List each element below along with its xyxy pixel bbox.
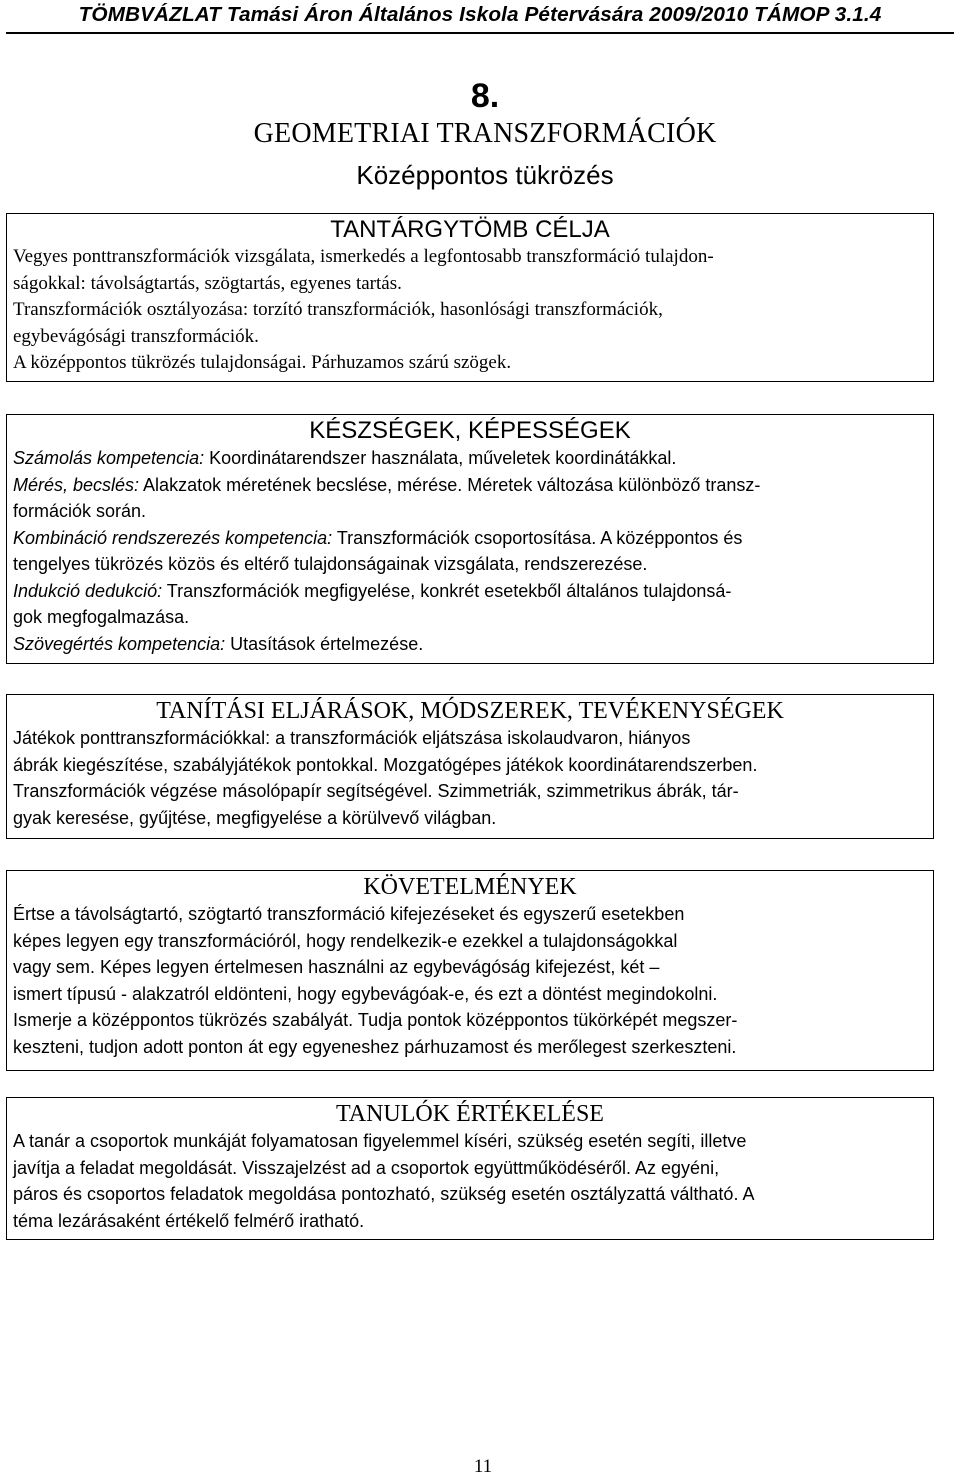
- section-skills-title: KÉSZSÉGEK, KÉPESSÉGEK: [309, 417, 631, 444]
- requirements-line: ismert típusú - alakzatról eldönteni, hogy egybevágóak-e, és ezt a döntést megindokolni.: [13, 983, 718, 1004]
- goal-line: Transzformációk osztályozása: torzító transzformációk, hasonlósági transzformációk,: [13, 299, 663, 320]
- page-number: 11: [473, 1456, 493, 1477]
- requirements-line: Értse a távolságtartó, szögtartó transzformáció kifejezéseket és egyszerű esetekben: [13, 904, 685, 924]
- competency-text: formációk során.: [13, 501, 147, 521]
- section-requirements-title: KÖVETELMÉNYEK: [363, 874, 577, 900]
- chapter-number: 8.: [470, 77, 500, 115]
- section-goal-title: TANTÁRGYTÖMB CÉLJA: [330, 216, 610, 243]
- methods-line: ábrák kiegészítése, szabályjátékok pontokkal. Mozgatógépes játékok koordinátarendszerben.: [13, 754, 758, 775]
- chapter-title: GEOMETRIAI TRANSZFORMÁCIÓK: [253, 118, 717, 149]
- header-rule: [6, 32, 954, 34]
- assessment-line: páros és csoportos feladatok megoldása pontozható, szükség esetén osztályzattá váltható. A: [13, 1184, 755, 1204]
- skills-line: [13, 631, 927, 658]
- skills-line: [13, 551, 927, 578]
- competency-label: Mérés, becslés:: [13, 474, 140, 495]
- goal-line: Vegyes ponttranszformációk vizsgálata, ismerkedés a legfontosabb transzformáció tulajdon-: [13, 246, 714, 267]
- goal-line: egybevágósági transzformációk.: [13, 325, 259, 347]
- competency-label: Kombináció rendszerezés kompetencia:: [13, 527, 333, 548]
- requirements-line: keszteni, tudjon adott ponton át egy egyeneshez párhuzamost és merőlegest szerkeszteni.: [13, 1036, 737, 1057]
- assessment-line: A tanár a csoportok munkáját folyamatosan figyelemmel kíséri, szükség esetén segíti, illetve: [13, 1131, 747, 1151]
- section-methods: [6, 694, 934, 839]
- assessment-line: javítja a feladat megoldását. Visszajelzést ad a csoportok együttműködéséről. Az egyéni,: [13, 1157, 720, 1178]
- competency-label: Számolás kompetencia:: [13, 448, 205, 468]
- competency-text: Koordinátarendszer használata, műveletek koordinátákkal.: [204, 448, 677, 468]
- competency-text: Utasítások értelmezése.: [225, 633, 424, 654]
- requirements-line: képes legyen egy transzformációról, hogy rendelkezik-e ezekkel a tulajdonságokkal: [13, 930, 678, 951]
- competency-text: Alakzatok méretének becslése, mérése. Méretek változása különböző transz-: [139, 474, 761, 495]
- competency-label: Indukció dedukció:: [13, 580, 163, 601]
- methods-line: Transzformációk végzése másolópapír segítségével. Szimmetriák, szimmetrikus ábrák, tár-: [13, 781, 739, 801]
- skills-line: [13, 578, 927, 605]
- section-assessment: [6, 1097, 934, 1240]
- requirements-line: vagy sem. Képes legyen értelmesen használni az egybevágóság kifejezést, két –: [13, 957, 660, 977]
- competency-text: Transzformációk csoportosítása. A középpontos és: [332, 527, 743, 548]
- section-assessment-title: TANULÓK ÉRTÉKELÉSE: [336, 1101, 604, 1127]
- requirements-line: Ismerje a középpontos tükrözés szabályát. Tudja pontok középpontos tükörképét megszer-: [13, 1010, 738, 1030]
- section-requirements: [6, 870, 934, 1071]
- chapter-subtitle: Középpontos tükrözés: [356, 160, 614, 190]
- skills-line: [13, 472, 927, 499]
- methods-line: gyak keresése, gyűjtése, megfigyelése a körülvevő világban.: [13, 807, 497, 828]
- competency-text: tengelyes tükrözés közös és eltérő tulajdonságainak vizsgálata, rendszerezése.: [13, 554, 648, 574]
- assessment-line: téma lezárásaként értékelő felmérő iratható.: [13, 1210, 365, 1231]
- competency-text: gok megfogalmazása.: [13, 607, 190, 627]
- section-skills: [6, 414, 934, 664]
- document-header: TÖMBVÁZLAT Tamási Áron Általános Iskola Pétervására 2009/2010 TÁMOP 3.1.4: [78, 3, 882, 26]
- methods-line: Játékok ponttranszformációkkal: a transzformációk eljátszása iskolaudvaron, hiányos: [13, 728, 691, 748]
- skills-line: [13, 604, 927, 631]
- goal-line: A középpontos tükrözés tulajdonságai. Párhuzamos szárú szögek.: [13, 352, 512, 373]
- goal-line: ságokkal: távolságtartás, szögtartás, egyenes tartás.: [13, 272, 402, 294]
- skills-line: [13, 525, 927, 552]
- section-methods-title: TANÍTÁSI ELJÁRÁSOK, MÓDSZEREK, TEVÉKENYSÉGEK: [156, 698, 784, 724]
- section-goal: [6, 213, 934, 382]
- competency-text: Transzformációk megfigyelése, konkrét esetekből általános tulajdonsá-: [162, 580, 732, 601]
- competency-label: Szövegértés kompetencia:: [13, 633, 226, 654]
- skills-line: [13, 445, 927, 472]
- skills-line: [13, 498, 927, 525]
